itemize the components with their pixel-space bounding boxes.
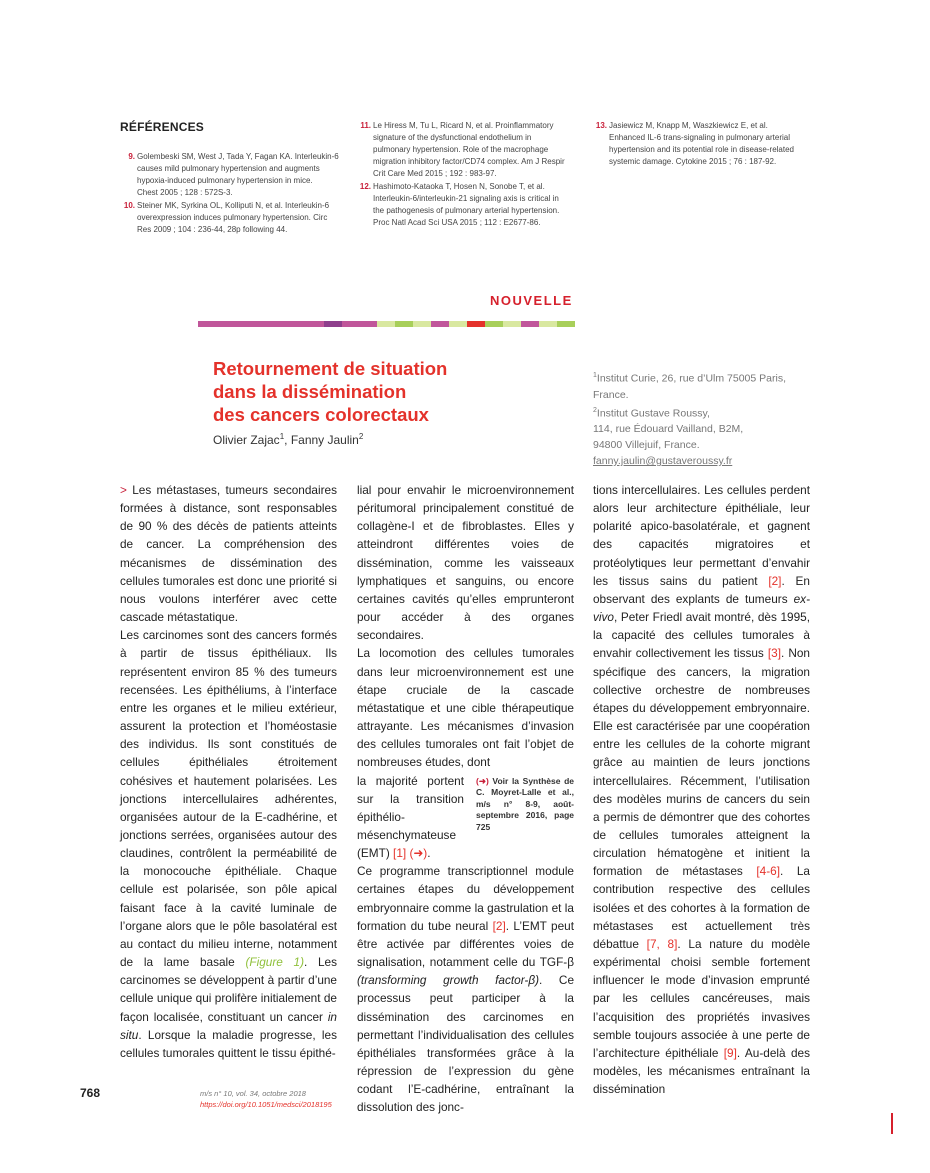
paragraph-text: la majorité portent sur la transition épithélio-mésenchymateuse (EMT) [357,773,464,861]
journal-citation: m/s n° 10, vol. 34, octobre 2018 [200,1089,306,1098]
paragraph [357,481,574,644]
title-line: dans la dissémination [213,381,407,402]
email-link[interactable]: fanny.jaulin@gustaveroussy.fr [593,455,733,467]
stripe-segment [342,321,360,327]
sidenote-text: Voir la Synthèse de C. Moyret-Lalle et al., m/s n° 8-9, août-septembre 2016, page 725 [476,775,574,832]
author-separator: , [284,433,291,447]
stripe-segment [539,321,557,327]
reference-entry [128,151,357,199]
reference-entry [359,181,583,229]
paragraph: la majorité portent sur la transition épithélio-mésenchymateuse (EMT) [1] (➜). [357,773,464,861]
doi-link[interactable]: https://doi.org/10.1051/medsci/2018195 [200,1100,332,1109]
author-name: Olivier Zajac [213,433,280,447]
paragraph [120,481,337,626]
stripe-segment [270,321,288,327]
reference-entry [595,120,819,168]
reference-line: Chest 2005 ; 128 : 572S-3. [137,188,233,197]
reference-line: hypertension and its potential role in disease-related [609,145,795,154]
reference-line: migration inhibitory factor/CD74 complex. Am J Respir [373,157,565,166]
stripe-segment [467,321,485,327]
reference-entry [360,120,583,180]
reference-line: Res 2009 ; 104 : 236-44, 28p following 44. [137,225,288,234]
page-edge-marker [891,1113,893,1134]
authors [213,432,363,447]
reference-line: Jasiewicz M, Knapp M, Waszkiewicz E, et al. [609,121,768,130]
paragraph-text: . La nature du modèle expérimental choisi semble fortement influencer le mode d’invasion emprunté par les cellules cancéreuses, mais l’acquisition des propriétés invasives semble toujours associée à une perte de l’architecture épithéliale [593,936,811,1060]
title-line: Retournement de situation [213,358,448,379]
reference-line: Hashimoto-Kataoka T, Hosen N, Sonobe T, et al. [373,182,545,191]
reference-line: overexpression induces pulmonary hypertension. Circ [137,213,328,222]
affiliation-text: Institut Curie, 26, rue d’Ulm 75005 Paris, [596,372,786,385]
stripe-segment [503,321,521,327]
references-column-2 [359,120,583,230]
reference-number: 11. [360,121,371,130]
paragraph-text: . Les carcinomes se développent à partir d’une cellule unique qui prolifère initialement de façon localisée, constituant un cancer [120,955,337,1024]
stripe-segment [395,321,413,327]
journal-footer [200,1088,332,1110]
stripe-segment [306,321,324,327]
reference-line: Le Hiress M, Tu L, Ricard N, et al. Proinflammatory [373,121,554,130]
stripe-segment [449,321,467,327]
stripe-segment [521,321,539,327]
paragraph-text: . Au-delà des modèles, les mécanismes entraînant la dissémination [593,1045,810,1097]
stripe-segment [324,321,342,327]
paragraph-text: . L’EMT peut être activée par différentes voies de signalisation, notamment celle du TGF-β [357,918,575,970]
stripe-segment [216,321,234,327]
paragraph-text: Les métastases, tumeurs secondaires formées à distance, sont responsables de 90 % des décès de patients atteints de cancer. La compréhension des mécanismes de dissémination des cellules tumorales est donc une priorité si nous voulons interférer avec cette cascade métastatique. [120,483,337,625]
body-column-3 [593,481,810,1098]
italic-term: (transforming growth factor-β) [357,973,540,988]
affiliations [593,368,813,469]
lead-arrow-icon: > [120,483,127,497]
stripe-segment [198,321,216,327]
reference-entry [123,200,357,236]
affiliation-text: Institut Gustave Roussy, [596,407,710,419]
color-stripe [198,321,575,327]
reference-line: hypoxia-induced pulmonary hypertension in mice. [137,176,313,185]
paragraph-text: . Lorsque la maladie progresse, les cellules tumorales quittent le tissu épithé- [120,1027,337,1060]
paragraph [357,644,574,771]
stripe-segment [359,321,377,327]
paragraph-text: La locomotion des cellules tumorales dans leur microenvironnement est une étape cruciale de la cascade métastatique et une cible thérapeutique attrayante. Les mécanismes d’invasion des cellules tumorales ont fait l’objet de nombreuses études, dont [357,646,574,770]
stripe-segment [252,321,270,327]
stripe-segment [234,321,252,327]
stripe-segment [485,321,503,327]
references-column-1 [123,151,357,237]
sidenote-arrow-link[interactable]: (➜) [409,846,428,861]
paragraph-text: . Ce processus peut participer à la dissémination des carcinomes en permettant l’individualisation des cellules épithéliales transformées grâce à la répression de l’expression du gène codant l’E-cadhérine, entraînant la dissolution des jonc- [357,973,575,1115]
reference-line: systemic damage. Cytokine 2015 ; 76 : 187-92. [609,157,777,166]
paragraph-text: tions intercellulaires. Les cellules perdent alors leur architecture épithéliale, leur polarité apico-basolatérale, et gagnent des capacités migratoires et protéolytiques leur permettant d’envahir les tissus sains du patient [593,483,810,588]
figure-reference-link[interactable]: (Figure 1) [245,955,304,970]
affiliation-sup: 2 [593,406,597,414]
citation-link[interactable]: [1] [393,846,407,861]
author-name: Fanny Jaulin [290,433,359,447]
stripe-segment [431,321,449,327]
paragraph-text: . En observant des explants de tumeurs [593,573,810,606]
reference-number: 10. [123,201,135,210]
reference-line: Steiner MK, Syrkina OL, Kolliputi N, et al. Interleukin-6 [137,201,330,210]
reference-line: Crit Care Med 2015 ; 192 : 983-97. [373,169,497,178]
page-number: 768 [80,1086,101,1100]
section-label: NOUVELLE [490,293,573,308]
paragraph-text: Les carcinomes sont des cancers formés à partir de tissus épithéliaux. Ils représentent environ 85 % des tumeurs recensées. Les épithéliums, à l’interface entre les organes et le milieu extérieur, assurent la protection et l’homéostasie des individus. Ils sont constitués de cellules épithéliales étroitement cohésives et hautement polarisées. Les jonctions intercellulaires adhérentes, organisées autour de la E-cadhérine, et jonctions serrées, organisées autour des claudines, contrôlent la perméabilité de la monocouche épithéliale. Chaque cellule est polarisée, son pôle apical faisant face à la cavité luminale de l’organe alors que le pôle basolatéral est au contact du milieu interne, notamment de la lame basale [120,628,337,970]
sidenote [476,772,574,863]
paragraph-text: . Non spécifique des cancers, la migration collective orchestre de nombreuses étapes du développement embryonnaire. Elle est caractérisée par une coopération entre les cellules de la cohorte migrant grâce au maintien de leurs jonctions intercellulaires. Récemment, l’utilisation des modèles murins de cancers du sein a permis de démontrer que des cohortes de cellules tumorales atteignent la circulation hématogène et initient la formation de métastases [593,646,810,879]
affiliation-line [593,368,813,387]
reference-line: Interleukin-6/interleukin-21 signaling axis is critical in [373,194,559,203]
article-title [213,357,543,426]
reference-line: causes mild pulmonary hypertension and augments [137,164,320,173]
paragraph [120,626,337,1062]
title-line: des cancers colorectaux [213,404,429,425]
stripe-segment [288,321,306,327]
reference-line: Golembeski SM, West J, Tada Y, Fagan KA. Interleukin-6 [137,152,339,161]
paragraph [357,862,574,1116]
italic-term: ex-vivo [593,591,810,625]
references-heading: RÉFÉRENCES [120,120,205,134]
body-column-2 [357,481,574,1116]
paragraph-text: . La contribution respective des cellules isolées et des cohortes à la formation de métastases est actuellement très débattue [593,864,810,951]
citation-link[interactable]: [7, 8] [646,936,678,951]
citation-link[interactable]: [3] [767,646,782,661]
reference-number: 13. [595,121,607,130]
affiliation-line [593,403,813,422]
stripe-segment [413,321,431,327]
reference-line: Enhanced IL-6 trans-signaling in pulmonary arterial [609,133,790,142]
stripe-segment [377,321,395,327]
reference-line: signature of the dysfunctional endothelium in [373,133,532,142]
reference-line: pulmonary hypertension. Role of the macrophage [373,145,549,154]
sidenote-arrow-icon: (➜) [476,775,489,786]
citation-link[interactable]: [4-6] [756,864,780,879]
affiliation-line: 94800 Villejuif, France. [593,439,700,451]
reference-number: 9. [128,152,135,161]
citation-link[interactable]: [2] [768,573,782,588]
paragraph-text: , Peter Friedl avait montré, dès 1995, la capacité des cellules tumorales à envahir collectivement les tissus [593,610,810,661]
affiliation-line: 114, rue Édouard Vailland, B2M, [593,423,744,435]
references-column-3 [595,120,819,169]
author-affiliation-sup: 1 [279,432,285,441]
paragraph-text: lial pour envahir le microenvironnement péritumoral principalement constitué de collagène-I et de fibroblastes. Elles y atteindront différentes voies de dissémination, comme les vaisseaux lymphatiques et sanguins, ou encore certaines cavités qu’elles emprunteront pour accéder à des organes secondaires. [357,483,574,643]
body-column-1 [120,481,337,1062]
affiliation-line: France. [593,388,629,401]
reference-line: the pathogenesis of pulmonary arterial hypertension. [373,206,560,215]
sidenote-row [357,772,574,863]
paragraph-text: Ce programme transcriptionnel module certaines étapes du développement embryonnaire comme la gastrulation et la formation du tube neural [357,864,574,933]
affiliation-sup: 1 [593,372,597,379]
citation-link[interactable]: [2] [492,918,506,933]
reference-line: Proc Natl Acad Sci USA 2015 ; 112 : E2677-86. [373,218,541,227]
reference-number: 12. [359,182,371,191]
italic-term: in situ [120,1009,337,1042]
stripe-segment [557,321,575,327]
paragraph [593,481,810,1098]
author-affiliation-sup: 2 [358,432,364,441]
citation-link[interactable]: [9] [723,1045,737,1060]
